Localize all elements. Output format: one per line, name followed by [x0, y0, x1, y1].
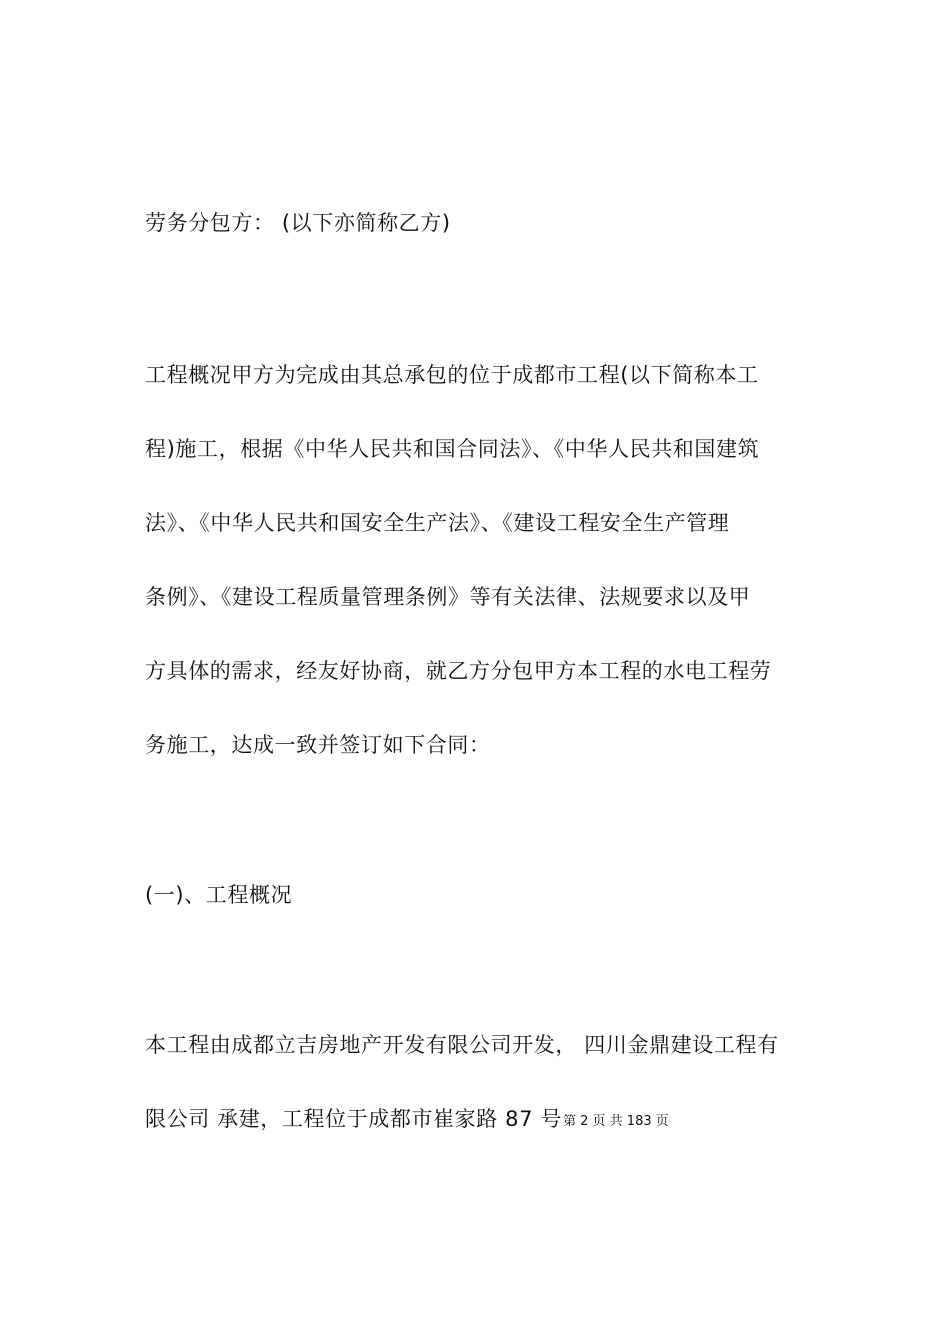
body-line: 限公司 承建，工程位于成都市崔家路 87 号 — [145, 1107, 562, 1131]
paragraph-line: 方具体的需求，经友好协商，就乙方分包甲方本工程的水电工程劳 — [145, 659, 772, 683]
paragraph-line: 务施工，达成一致并签订如下合同： — [145, 733, 491, 757]
section-heading: (一)、工程概况 — [145, 883, 293, 907]
paragraph-line: 条例》、《建设工程质量管理条例》等有关法律、法规要求以及甲 — [145, 585, 751, 609]
page-indicator: 第 2 页 共 183 页 — [563, 1114, 669, 1129]
paragraph-line: 工程概况甲方为完成由其总承包的位于成都市工程(以下简称本工 — [145, 363, 759, 387]
party-line: 劳务分包方： (以下亦简称乙方) — [145, 211, 451, 235]
paragraph-line: 程)施工，根据《中华人民共和国合同法》、《中华人民共和国建筑 — [145, 437, 760, 461]
body-line: 本工程由成都立吉房地产开发有限公司开发， 四川金鼎建设工程有 — [145, 1033, 779, 1057]
paragraph-line: 法》、《中华人民共和国安全生产法》、《建设工程安全生产管理 — [145, 511, 730, 535]
